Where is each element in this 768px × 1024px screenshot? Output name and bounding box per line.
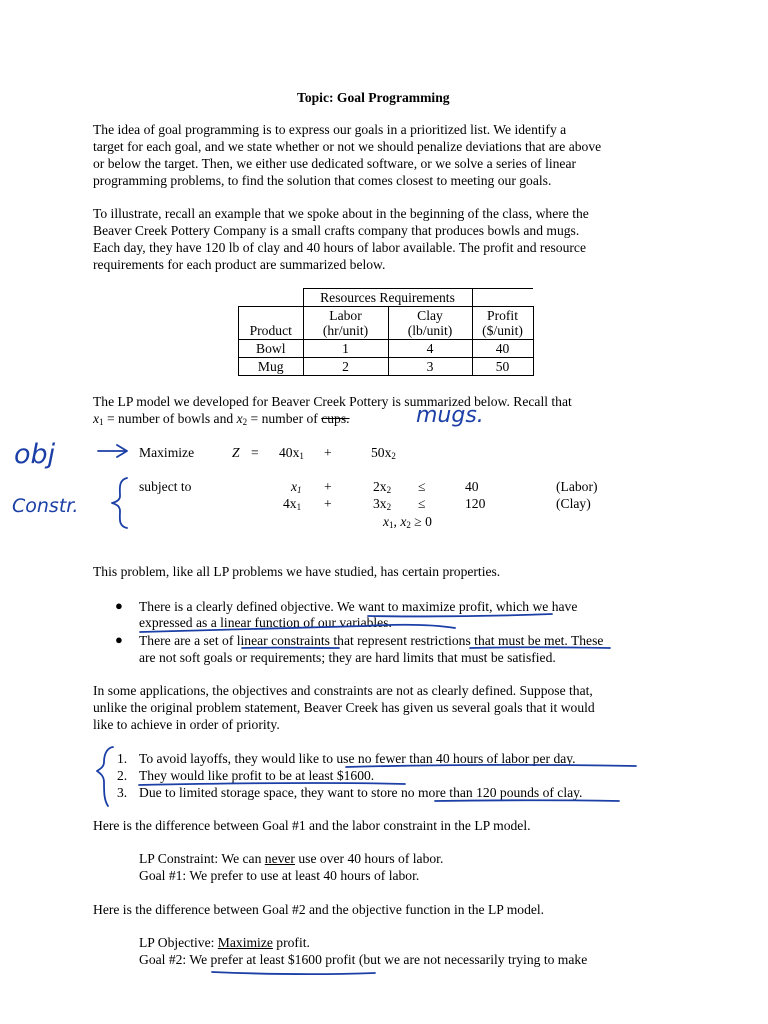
underline-linear-function bbox=[140, 625, 455, 632]
goal-2-text: They would like profit to be at least $1600. bbox=[139, 768, 375, 783]
objective-term-1: $40x_1$ bbox=[279, 445, 304, 461]
goal-1-comparison: Goal #1: We prefer to use at least 40 hours of labor. bbox=[139, 868, 420, 883]
struck-word-cups: cups. bbox=[321, 411, 350, 426]
constraint-2-name: (Clay) bbox=[556, 496, 591, 511]
constraint-2-term-2: $3x_2$ bbox=[373, 496, 392, 512]
applications-line-1: In some applications, the objectives and constraints are not as clearly defined. Suppose that, bbox=[93, 683, 593, 698]
bullet-2-line-1: There are a set of linear constraints that represent restrictions that must be met. These bbox=[139, 633, 604, 648]
constraint-1-term-1: $x_1$ bbox=[291, 479, 302, 495]
goal-1-text: To avoid layoffs, they would like to use no fewer than 40 hours of labor per day. bbox=[139, 751, 576, 766]
bullet-icon: ● bbox=[115, 598, 123, 613]
underline-goal-3 bbox=[435, 800, 619, 801]
table-row: Bowl 1 4 40 bbox=[239, 340, 534, 358]
goal-3-number: 3. bbox=[117, 785, 128, 800]
lp-objective-line: LP Objective: Maximize profit. bbox=[139, 935, 310, 950]
illustrate-line-4: requirements for each product are summarized below. bbox=[93, 257, 386, 272]
constraint-2-operator: ≤ bbox=[418, 496, 426, 511]
constraint-1-operator: ≤ bbox=[418, 479, 426, 494]
objective-equals: = bbox=[251, 445, 259, 460]
subject-to-label: subject to bbox=[139, 479, 192, 494]
table-row: Mug 2 3 50 bbox=[239, 358, 534, 376]
goals-brace-icon bbox=[97, 747, 113, 806]
illustrate-line-2: Beaver Creek Pottery Company is a small crafts company that produces bowls and mugs. bbox=[93, 223, 580, 238]
intro-line-2: target for each goal, and we state whether or not we should penalize deviations that are above bbox=[93, 139, 602, 154]
table-header-labor: Labor (hr/unit) bbox=[303, 307, 388, 340]
applications-line-2: unlike the original problem statement, Beaver Creek has given us several goals that it would bbox=[93, 700, 595, 715]
nonnegativity-constraint: $x_1$, $x_2 \ge 0$ bbox=[383, 514, 432, 530]
lp-intro-line: The LP model we developed for Beaver Creek Pottery is summarized below. Recall that bbox=[93, 394, 572, 409]
lp-variable-definitions: $x_1$ = number of bowls and $x_2$ = number of cups. bbox=[93, 411, 350, 427]
handwritten-obj: obj bbox=[14, 439, 56, 470]
objective-plus: + bbox=[324, 445, 332, 460]
objective-z: Z bbox=[232, 445, 240, 460]
intro-line-1: The idea of goal programming is to express our goals in a prioritized list. We identify a bbox=[93, 122, 567, 137]
underline-goal-2 bbox=[139, 783, 405, 785]
objective-term-2: $50x_2$ bbox=[371, 445, 396, 461]
illustrate-line-1: To illustrate, recall an example that we spoke about in the beginning of the class, where the bbox=[93, 206, 589, 221]
constraint-2-rhs: 120 bbox=[465, 496, 486, 511]
difference-1-intro: Here is the difference between Goal #1 and the labor constraint in the LP model. bbox=[93, 818, 531, 833]
goal-1-number: 1. bbox=[117, 751, 128, 766]
handwritten-mugs: mugs. bbox=[416, 403, 484, 428]
maximize-label: Maximize bbox=[139, 445, 195, 460]
intro-line-4: programming problems, to find the solution that comes closest to meeting our goals. bbox=[93, 173, 552, 188]
bullet-1-line-2: expressed as a linear function of our variables. bbox=[139, 615, 392, 630]
goal-2-comparison: Goal #2: We prefer at least $1600 profit (but we are not necessarily trying to make bbox=[139, 952, 588, 967]
bullet-1-line-1: There is a clearly defined objective. We want to maximize profit, which we have bbox=[139, 599, 578, 614]
goal-2-number: 2. bbox=[117, 768, 128, 783]
constraint-1-plus: + bbox=[324, 479, 332, 494]
constraint-1-rhs: 40 bbox=[465, 479, 479, 494]
bullet-icon: ● bbox=[115, 632, 123, 647]
constraint-2-term-1: $4x_1$ bbox=[283, 496, 302, 512]
constraint-1-name: (Labor) bbox=[556, 479, 598, 494]
goal-3-text: Due to limited storage space, they want to store no more than 120 pounds of clay. bbox=[139, 785, 583, 800]
constraint-2-plus: + bbox=[324, 496, 332, 511]
underline-must-be-met bbox=[470, 647, 610, 648]
illustrate-line-3: Each day, they have 120 lb of clay and 40 hours of labor available. The profit and resource bbox=[93, 240, 586, 255]
table-group-header: Resources Requirements bbox=[303, 289, 472, 307]
page-title: Topic: Goal Programming bbox=[297, 90, 450, 105]
never-emphasis: never bbox=[264, 851, 295, 866]
properties-intro: This problem, like all LP problems we have studied, has certain properties. bbox=[93, 564, 501, 579]
lp-constraint-line: LP Constraint: We can never use over 40 hours of labor. bbox=[139, 851, 444, 866]
underline-prefer-1600 bbox=[212, 972, 375, 974]
table-header-product: Product bbox=[249, 323, 292, 338]
maximize-emphasis: Maximize bbox=[217, 935, 273, 950]
difference-2-intro: Here is the difference between Goal #2 and the objective function in the LP model. bbox=[93, 902, 545, 917]
intro-line-3: or below the target. Then, we either use dedicated software, or we solve a series of linear bbox=[93, 156, 577, 171]
underline-maximize-profit bbox=[368, 614, 552, 616]
constraint-1-term-2: $2x_2$ bbox=[373, 479, 392, 495]
constraints-brace-icon bbox=[112, 478, 127, 528]
underline-goal-1 bbox=[346, 765, 636, 767]
table-header-profit: Profit ($/unit) bbox=[472, 307, 533, 340]
handwritten-constr: Constr. bbox=[12, 495, 79, 517]
bullet-2-line-2: are not soft goals or requirements; they are hard limits that must be satisfied. bbox=[139, 650, 556, 665]
table-header-clay: Clay (lb/unit) bbox=[388, 307, 472, 340]
applications-line-3: like to achieve in order of priority. bbox=[93, 717, 280, 732]
